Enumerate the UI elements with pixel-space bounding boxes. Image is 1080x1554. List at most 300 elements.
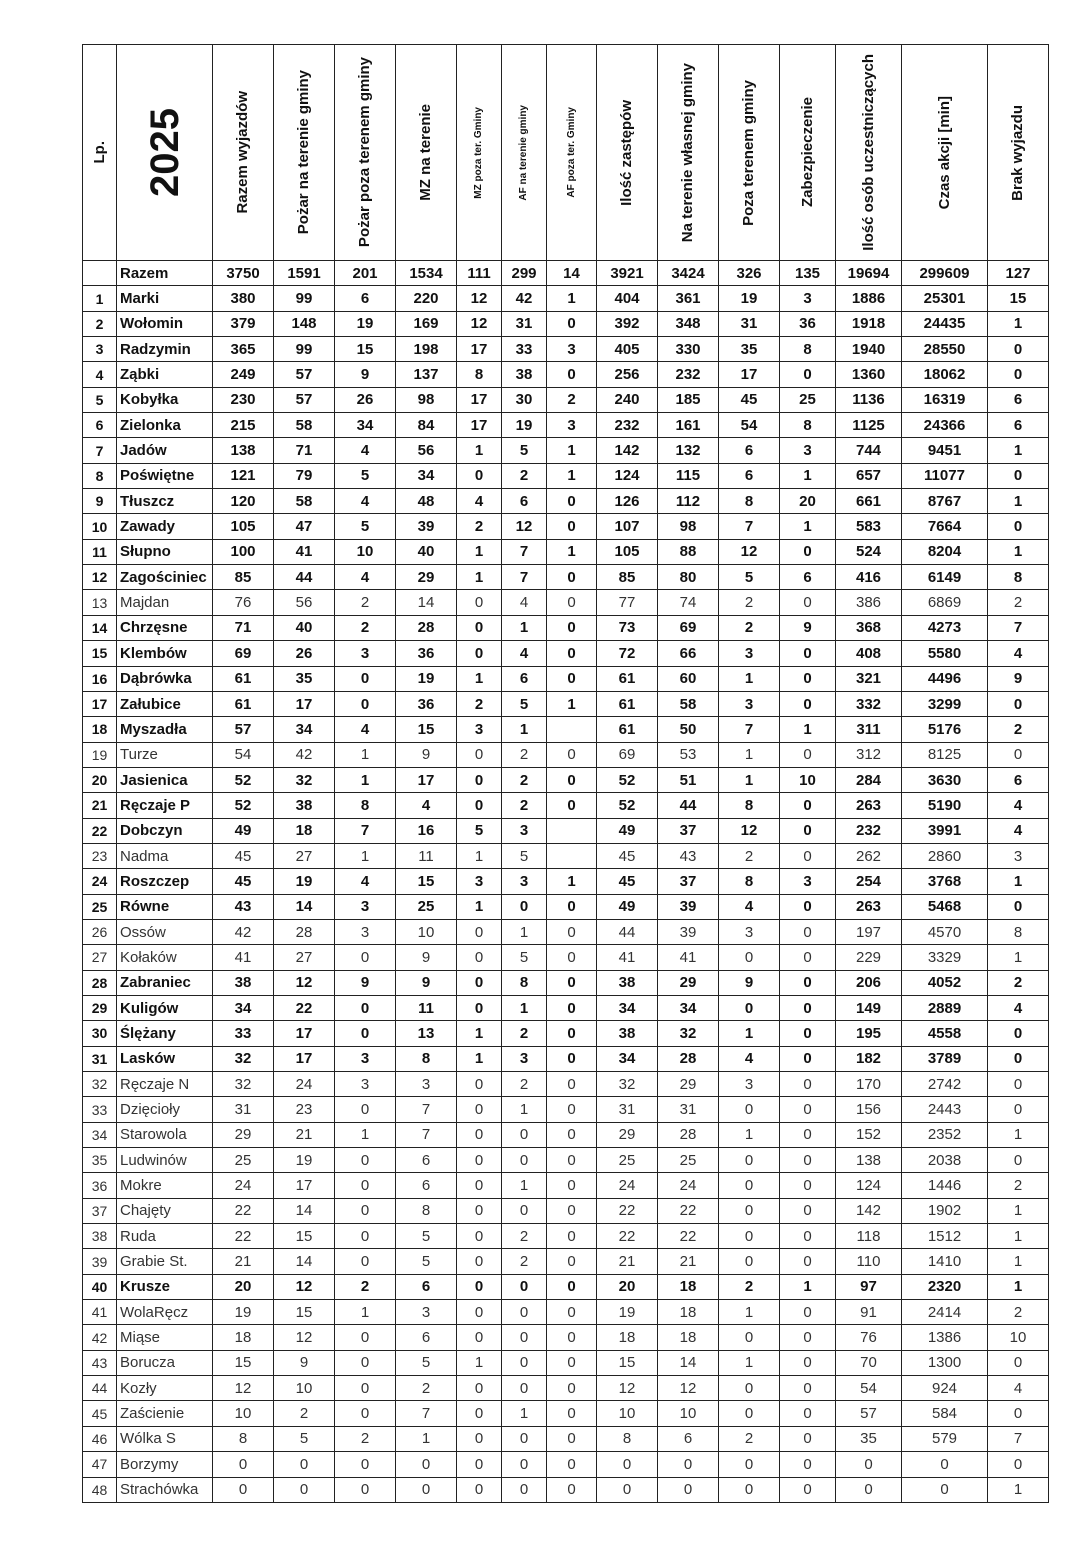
value-cell: 161	[658, 413, 719, 438]
value-cell: 36	[396, 641, 457, 666]
value-cell: 19	[597, 1300, 658, 1325]
lp-cell: 46	[83, 1426, 117, 1451]
value-cell: 79	[274, 463, 335, 488]
value-cell: 408	[836, 641, 902, 666]
value-cell: 53	[658, 742, 719, 767]
value-cell: 7	[502, 565, 547, 590]
value-cell: 10	[780, 767, 836, 792]
year-header	[117, 45, 213, 261]
value-cell: 2	[335, 1426, 396, 1451]
table-row	[83, 793, 1049, 818]
value-cell: 2	[457, 691, 502, 716]
value-cell: 14	[274, 1249, 335, 1274]
value-cell: 3	[988, 843, 1049, 868]
value-cell: 0	[988, 362, 1049, 387]
lp-cell: 29	[83, 995, 117, 1020]
value-cell: 45	[719, 387, 780, 412]
value-cell: 2	[502, 793, 547, 818]
value-cell: 1	[988, 539, 1049, 564]
lp-cell: 30	[83, 1021, 117, 1046]
value-cell: 12	[457, 286, 502, 311]
value-cell: 2443	[902, 1097, 988, 1122]
value-cell: 12	[719, 539, 780, 564]
value-cell: 1	[988, 311, 1049, 336]
value-cell: 85	[597, 565, 658, 590]
value-cell: 27	[274, 843, 335, 868]
value-cell: 7664	[902, 514, 988, 539]
value-cell: 1512	[902, 1224, 988, 1249]
value-cell: 1	[502, 919, 547, 944]
unit-name-cell: Ząbki	[117, 362, 213, 387]
value-cell: 84	[396, 413, 457, 438]
lp-cell: 5	[83, 387, 117, 412]
value-cell: 5190	[902, 793, 988, 818]
value-cell: 24366	[902, 413, 988, 438]
value-cell: 107	[597, 514, 658, 539]
value-cell: 583	[836, 514, 902, 539]
total-value-cell: 299609	[902, 261, 988, 286]
unit-name-cell: Ręczaje P	[117, 793, 213, 818]
value-cell: 12	[502, 514, 547, 539]
value-cell: 3	[335, 1072, 396, 1097]
value-cell: 126	[597, 489, 658, 514]
column-header-label: MZ poza ter. Gminy	[473, 106, 485, 199]
value-cell: 2320	[902, 1274, 988, 1299]
value-cell: 49	[597, 818, 658, 843]
value-cell: 0	[213, 1452, 274, 1477]
value-cell: 56	[274, 590, 335, 615]
value-cell: 5	[335, 514, 396, 539]
value-cell: 0	[988, 1021, 1049, 1046]
value-cell: 97	[836, 1274, 902, 1299]
lp-cell: 43	[83, 1350, 117, 1375]
table-row	[83, 1148, 1049, 1173]
value-cell: 41	[274, 539, 335, 564]
value-cell: 49	[213, 818, 274, 843]
value-cell: 56	[396, 438, 457, 463]
value-cell: 0	[780, 894, 836, 919]
value-cell: 0	[719, 1477, 780, 1502]
value-cell: 0	[547, 1072, 597, 1097]
value-cell: 197	[836, 919, 902, 944]
table-row	[83, 286, 1049, 311]
total-value-cell: 14	[547, 261, 597, 286]
value-cell: 1	[335, 1300, 396, 1325]
value-cell: 312	[836, 742, 902, 767]
value-cell: 115	[658, 463, 719, 488]
value-cell: 12	[274, 1325, 335, 1350]
value-cell: 3630	[902, 767, 988, 792]
lp-cell: 11	[83, 539, 117, 564]
total-lp-cell	[83, 261, 117, 286]
lp-cell: 10	[83, 514, 117, 539]
value-cell: 2	[502, 742, 547, 767]
value-cell: 0	[457, 1376, 502, 1401]
value-cell: 8	[396, 1046, 457, 1071]
value-cell: 6	[335, 286, 396, 311]
table-row	[83, 894, 1049, 919]
value-cell: 33	[213, 1021, 274, 1046]
table-row	[83, 666, 1049, 691]
value-cell: 9	[396, 970, 457, 995]
value-cell: 1	[502, 1173, 547, 1198]
value-cell: 31	[213, 1097, 274, 1122]
table-row	[83, 1173, 1049, 1198]
value-cell: 8	[780, 337, 836, 362]
value-cell: 19	[274, 1148, 335, 1173]
value-cell: 0	[502, 1300, 547, 1325]
value-cell: 4	[335, 489, 396, 514]
value-cell: 76	[836, 1325, 902, 1350]
value-cell: 0	[780, 362, 836, 387]
value-cell: 256	[597, 362, 658, 387]
value-cell: 0	[457, 1401, 502, 1426]
value-cell: 10	[597, 1401, 658, 1426]
value-cell: 0	[780, 919, 836, 944]
unit-name-cell: Poświętne	[117, 463, 213, 488]
value-cell: 0	[457, 1198, 502, 1223]
lp-cell: 40	[83, 1274, 117, 1299]
value-cell: 12	[213, 1376, 274, 1401]
total-value-cell: 1591	[274, 261, 335, 286]
unit-name-cell: Dzięcioły	[117, 1097, 213, 1122]
value-cell: 579	[902, 1426, 988, 1451]
value-cell: 80	[658, 565, 719, 590]
value-cell: 40	[274, 615, 335, 640]
lp-cell: 37	[83, 1198, 117, 1223]
value-cell: 0	[988, 894, 1049, 919]
value-cell: 0	[780, 995, 836, 1020]
value-cell: 16319	[902, 387, 988, 412]
value-cell: 6869	[902, 590, 988, 615]
total-row	[83, 261, 1049, 286]
value-cell: 7	[988, 615, 1049, 640]
value-cell: 2	[335, 1274, 396, 1299]
value-cell: 0	[988, 1097, 1049, 1122]
value-cell: 1410	[902, 1249, 988, 1274]
value-cell: 43	[213, 894, 274, 919]
value-cell: 4	[335, 438, 396, 463]
value-cell: 361	[658, 286, 719, 311]
value-cell: 1918	[836, 311, 902, 336]
value-cell: 7	[396, 1097, 457, 1122]
value-cell: 0	[396, 1477, 457, 1502]
value-cell: 5	[502, 843, 547, 868]
value-cell: 35	[274, 666, 335, 691]
value-cell: 4273	[902, 615, 988, 640]
value-cell: 0	[988, 1452, 1049, 1477]
value-cell: 0	[502, 1376, 547, 1401]
value-cell: 29	[658, 1072, 719, 1097]
value-cell: 6	[719, 438, 780, 463]
value-cell: 6	[502, 666, 547, 691]
unit-name-cell: Ludwinów	[117, 1148, 213, 1173]
value-cell: 112	[658, 489, 719, 514]
value-cell: 1	[780, 717, 836, 742]
total-value-cell: 111	[457, 261, 502, 286]
lp-cell: 12	[83, 565, 117, 590]
table-row	[83, 1097, 1049, 1122]
value-cell: 12	[274, 1274, 335, 1299]
value-cell: 4	[719, 1046, 780, 1071]
value-cell: 5	[396, 1224, 457, 1249]
value-cell: 22	[213, 1224, 274, 1249]
value-cell: 1	[547, 463, 597, 488]
value-cell: 2	[502, 1021, 547, 1046]
value-cell: 1	[457, 1021, 502, 1046]
value-cell: 0	[547, 1477, 597, 1502]
value-cell: 4	[335, 869, 396, 894]
value-cell: 0	[457, 463, 502, 488]
value-cell: 206	[836, 970, 902, 995]
value-cell: 0	[658, 1452, 719, 1477]
value-cell: 4496	[902, 666, 988, 691]
value-cell: 0	[547, 1325, 597, 1350]
value-cell: 5	[502, 691, 547, 716]
total-value-cell: 3750	[213, 261, 274, 286]
value-cell: 1	[547, 438, 597, 463]
value-cell: 105	[597, 539, 658, 564]
value-cell: 0	[547, 1224, 597, 1249]
column-header	[719, 45, 780, 261]
value-cell: 0	[988, 1072, 1049, 1097]
value-cell: 7	[396, 1401, 457, 1426]
value-cell: 0	[988, 514, 1049, 539]
value-cell: 5468	[902, 894, 988, 919]
value-cell: 0	[988, 691, 1049, 716]
value-cell: 1	[719, 1021, 780, 1046]
value-cell: 9	[335, 970, 396, 995]
value-cell: 5	[335, 463, 396, 488]
value-cell: 37	[658, 818, 719, 843]
value-cell: 17	[719, 362, 780, 387]
value-cell: 22	[274, 995, 335, 1020]
column-header-label: Czas akcji [min]	[935, 95, 953, 210]
value-cell: 10	[335, 539, 396, 564]
value-cell: 18	[597, 1325, 658, 1350]
value-cell: 0	[547, 1173, 597, 1198]
value-cell: 657	[836, 463, 902, 488]
value-cell: 0	[547, 666, 597, 691]
value-cell: 0	[547, 945, 597, 970]
value-cell: 0	[780, 1350, 836, 1375]
lp-cell: 7	[83, 438, 117, 463]
table-row	[83, 1426, 1049, 1451]
value-cell: 41	[597, 945, 658, 970]
value-cell: 34	[274, 717, 335, 742]
lp-cell: 27	[83, 945, 117, 970]
value-cell: 924	[902, 1376, 988, 1401]
value-cell: 17	[274, 1173, 335, 1198]
value-cell: 57	[213, 717, 274, 742]
value-cell: 6	[719, 463, 780, 488]
value-cell: 51	[658, 767, 719, 792]
value-cell: 2	[719, 843, 780, 868]
value-cell: 2038	[902, 1148, 988, 1173]
value-cell: 8	[719, 793, 780, 818]
unit-name-cell: Kozły	[117, 1376, 213, 1401]
value-cell: 2	[502, 1224, 547, 1249]
value-cell: 0	[547, 565, 597, 590]
value-cell: 15	[274, 1224, 335, 1249]
value-cell: 0	[719, 1224, 780, 1249]
value-cell: 44	[274, 565, 335, 590]
value-cell: 1	[988, 489, 1049, 514]
value-cell: 3	[547, 337, 597, 362]
value-cell: 1	[502, 1401, 547, 1426]
unit-name-cell: Zabraniec	[117, 970, 213, 995]
unit-name-cell: Lasków	[117, 1046, 213, 1071]
value-cell: 4	[988, 641, 1049, 666]
lp-cell: 8	[83, 463, 117, 488]
value-cell: 25	[213, 1148, 274, 1173]
column-header	[597, 45, 658, 261]
unit-name-cell: Wołomin	[117, 311, 213, 336]
value-cell: 4052	[902, 970, 988, 995]
value-cell: 8	[597, 1426, 658, 1451]
value-cell: 44	[658, 793, 719, 818]
value-cell: 6	[396, 1325, 457, 1350]
value-cell: 28	[396, 615, 457, 640]
value-cell: 5	[457, 818, 502, 843]
header-row	[83, 45, 1049, 261]
value-cell: 386	[836, 590, 902, 615]
value-cell: 1	[719, 742, 780, 767]
value-cell: 0	[457, 1148, 502, 1173]
lp-cell: 1	[83, 286, 117, 311]
value-cell: 58	[274, 413, 335, 438]
unit-name-cell: Tłuszcz	[117, 489, 213, 514]
value-cell: 0	[457, 590, 502, 615]
value-cell: 31	[597, 1097, 658, 1122]
value-cell: 9451	[902, 438, 988, 463]
value-cell: 29	[213, 1122, 274, 1147]
value-cell: 9	[719, 970, 780, 995]
value-cell: 0	[658, 1477, 719, 1502]
value-cell: 54	[213, 742, 274, 767]
value-cell: 29	[396, 565, 457, 590]
value-cell: 3	[396, 1300, 457, 1325]
unit-name-cell: Dąbrówka	[117, 666, 213, 691]
total-value-cell: 19694	[836, 261, 902, 286]
value-cell: 5	[396, 1350, 457, 1375]
value-cell: 5176	[902, 717, 988, 742]
value-cell: 85	[213, 565, 274, 590]
value-cell: 0	[547, 894, 597, 919]
value-cell: 34	[396, 463, 457, 488]
value-cell: 7	[335, 818, 396, 843]
value-cell: 24435	[902, 311, 988, 336]
value-cell: 404	[597, 286, 658, 311]
value-cell: 12	[719, 818, 780, 843]
value-cell: 3	[396, 1072, 457, 1097]
value-cell: 5	[396, 1249, 457, 1274]
value-cell: 5	[719, 565, 780, 590]
value-cell: 45	[213, 843, 274, 868]
value-cell: 4	[502, 641, 547, 666]
value-cell: 0	[547, 1097, 597, 1122]
value-cell: 31	[502, 311, 547, 336]
value-cell: 57	[274, 362, 335, 387]
value-cell: 20	[213, 1274, 274, 1299]
value-cell: 0	[780, 539, 836, 564]
column-header	[274, 45, 335, 261]
value-cell: 0	[335, 1198, 396, 1223]
value-cell: 54	[836, 1376, 902, 1401]
value-cell: 182	[836, 1046, 902, 1071]
value-cell: 34	[335, 413, 396, 438]
value-cell: 2	[396, 1376, 457, 1401]
value-cell: 2	[988, 1300, 1049, 1325]
value-cell: 0	[335, 1452, 396, 1477]
value-cell: 332	[836, 691, 902, 716]
value-cell: 6149	[902, 565, 988, 590]
value-cell: 36	[780, 311, 836, 336]
value-cell: 0	[457, 793, 502, 818]
value-cell: 0	[457, 742, 502, 767]
value-cell: 7	[502, 539, 547, 564]
value-cell: 69	[658, 615, 719, 640]
value-cell: 142	[836, 1198, 902, 1223]
value-cell: 6	[396, 1274, 457, 1299]
value-cell: 0	[780, 970, 836, 995]
table-row	[83, 590, 1049, 615]
lp-cell: 31	[83, 1046, 117, 1071]
unit-name-cell: Jasienica	[117, 767, 213, 792]
unit-name-cell: Radzymin	[117, 337, 213, 362]
value-cell: 3299	[902, 691, 988, 716]
value-cell: 9	[988, 666, 1049, 691]
table-row	[83, 1376, 1049, 1401]
value-cell: 6	[502, 489, 547, 514]
value-cell: 19	[396, 666, 457, 691]
value-cell: 1	[547, 286, 597, 311]
value-cell: 0	[988, 1148, 1049, 1173]
value-cell: 24	[213, 1173, 274, 1198]
value-cell: 17	[457, 337, 502, 362]
value-cell: 8	[719, 869, 780, 894]
column-header	[547, 45, 597, 261]
value-cell: 0	[780, 818, 836, 843]
column-header	[780, 45, 836, 261]
value-cell: 392	[597, 311, 658, 336]
value-cell: 0	[988, 1046, 1049, 1071]
value-cell: 0	[274, 1477, 335, 1502]
table-row	[83, 387, 1049, 412]
value-cell: 0	[335, 1224, 396, 1249]
value-cell: 12	[658, 1376, 719, 1401]
value-cell: 0	[719, 945, 780, 970]
value-cell: 18	[658, 1274, 719, 1299]
value-cell: 88	[658, 539, 719, 564]
value-cell: 1	[502, 1097, 547, 1122]
value-cell: 15	[335, 337, 396, 362]
value-cell: 23	[274, 1097, 335, 1122]
value-cell: 405	[597, 337, 658, 362]
unit-name-cell: Ręczaje N	[117, 1072, 213, 1097]
total-value-cell: 299	[502, 261, 547, 286]
value-cell: 1	[335, 843, 396, 868]
value-cell: 379	[213, 311, 274, 336]
value-cell: 124	[597, 463, 658, 488]
value-cell: 0	[780, 945, 836, 970]
table-row	[83, 615, 1049, 640]
table-row	[83, 1401, 1049, 1426]
total-value-cell: 3921	[597, 261, 658, 286]
table-row	[83, 1350, 1049, 1375]
value-cell: 29	[658, 970, 719, 995]
lp-cell: 9	[83, 489, 117, 514]
